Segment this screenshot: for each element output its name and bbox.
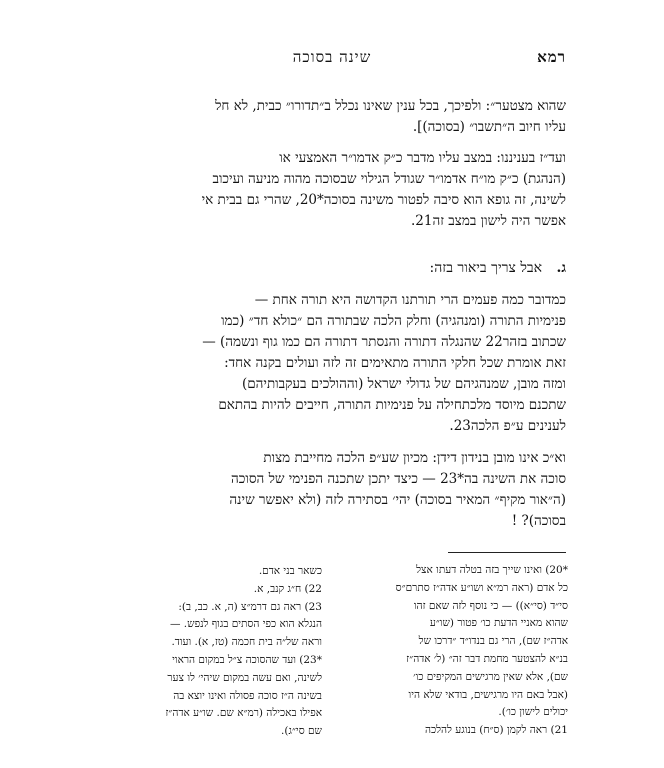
- footnote-line: שם), אלא שאין מרגישים המקיפים כו׳: [413, 670, 568, 683]
- footnote-line: יכולים לישון כו׳).: [498, 706, 568, 719]
- paragraph-line: כמדובר כמה פעמים הרי תורתנו הקדושה היא תורה אחת —: [254, 292, 566, 308]
- paragraph-line: ומזה מובן, שמנהגיהם של גדולי ישראל (וההולכים בעקבותיהם): [241, 376, 566, 392]
- section-heading: [98, 260, 566, 277]
- footnote-line: *23) ועד שהסוכה צ״ל במקום הראוי: [172, 653, 322, 666]
- footnote-line: אדה״ז שם), הרי גם בנדו״ד ״דרכו של: [418, 635, 568, 648]
- paragraph-line: אפשר היה לישון במצב זה21.: [410, 213, 566, 229]
- page-number: רמא: [537, 48, 566, 66]
- footnote-divider: [448, 552, 566, 553]
- footnote-line: בשינה ה״ז סוכה פסולה ואינו יוצא בה: [173, 689, 322, 702]
- running-title: שינה בסוכה: [292, 48, 372, 66]
- paragraph-line: (ה״אור מקיף״ המאיר בסוכה) יהי׳ בסתירה לזה (ולא יאפשר שינה: [229, 492, 566, 508]
- page-header: [98, 48, 566, 68]
- footnote-line: לשינה, ואם עשה במקום שיהי׳ לו צער: [167, 671, 322, 684]
- footnote-line: הנגלא הוא כפי הסתים בגוף לנפש. —: [169, 618, 322, 631]
- paragraph-4: [98, 448, 566, 532]
- paragraph-line: שכתוב בזהר22 שהנגלה דתורה והנסתר דתורה הם כמו גוף ונשמה) —: [202, 334, 566, 350]
- paragraph-line: שתכנם מיוסד מלכתחילה על פנימיות התורה, חייבים להיות בהתאם: [218, 397, 566, 413]
- paragraph-line: ועד״ז בעניננו: במצב עליו מדבר כ״ק אדמו״ר האמצעי או: [279, 150, 566, 166]
- paragraph-line: (הנהגת) כ״ק מו״ח אדמו״ר שגודל הגילוי שבסוכה מהוה מניעה ועיכוב: [212, 171, 566, 187]
- paragraph-line: סוכה את השינה בה*23 — כיצד יתכן שתכנה הפנימי של הסוכה: [231, 471, 566, 487]
- footnote-line: שהוא מאניי הדעת כו׳ פטור (שו״ע: [429, 617, 568, 630]
- footnotes-right-column: [336, 562, 568, 740]
- footnote-line: 21) ראה לקמן (ס״ח) בנוגע להלכה: [424, 724, 568, 737]
- footnote-line: (אבל באם היו מרגישים, בודאי שלא היו: [408, 688, 568, 701]
- paragraph-2: [98, 148, 566, 232]
- section-letter: ג.: [556, 260, 566, 276]
- paragraph-line: עליו חיוב ה״תשבו״ (בסוכה)].: [412, 119, 566, 135]
- paragraph-line: שהוא מצטער״: ולפיכך, בכל ענין שאינו נכלל ב״תדורו״ כבית, לא חל: [215, 98, 566, 114]
- footnotes-left-column: [96, 563, 322, 741]
- footnote-line: שם סי״ג).: [281, 725, 322, 738]
- paragraph-line: וא״כ אינו מובן בנידון דידן: מכיון שע״פ הלכה מחייבת מצות: [263, 450, 566, 466]
- footnote-line: סי״ד (סי״א)) — כי נוסף לזה שאם זהו: [413, 599, 568, 612]
- footnote-line: אפילו באכילה (רמ״א שם. שו״ע אדה״ז: [165, 707, 322, 720]
- footnote-line: בנ״א להצטער מחמת דבר זה״ (ל׳ אדה״ז: [406, 652, 568, 665]
- paragraph-line: בסוכה)? !: [511, 513, 566, 529]
- paragraph-line: פנימיות התורה (ומנהגיה) וחלק הלכה שבתורה הם ״כולא חד״ (כמו: [221, 313, 566, 329]
- paragraph-line: לענינים ע״פ הלכה23.: [449, 418, 566, 434]
- section-title: אבל צריך ביאור בזה:: [429, 260, 543, 276]
- footnote-line: 22) ח״ג קנב, א.: [253, 582, 322, 595]
- footnote-line: וראה של״ה בית חכמה (טז, א). ועוד.: [171, 636, 322, 649]
- footnote-line: *20) ואינו שייך בזה בטלה דעתו אצל: [416, 564, 568, 576]
- footnote-line: כל אדם (ראה רמ״א ושו״ע אדה״ז סתרם״ס: [395, 581, 568, 594]
- paragraph-1: [98, 96, 566, 138]
- footnote-line: כשאר בני אדם.: [258, 565, 322, 577]
- paragraph-line: לשינה, זה גופא הוא סיבה לפטור משינה בסוכה*20, שהרי גם בבית אי: [201, 192, 566, 208]
- footnote-line: 23) ראה גם דרמ״צ (ה, א. כב, ב):: [178, 600, 322, 613]
- paragraph-line: זאת אומרת שכל חלקי התורה מתאימים זה לזה ועולים בקנה אחד:: [224, 355, 566, 371]
- paragraph-3: [98, 290, 566, 437]
